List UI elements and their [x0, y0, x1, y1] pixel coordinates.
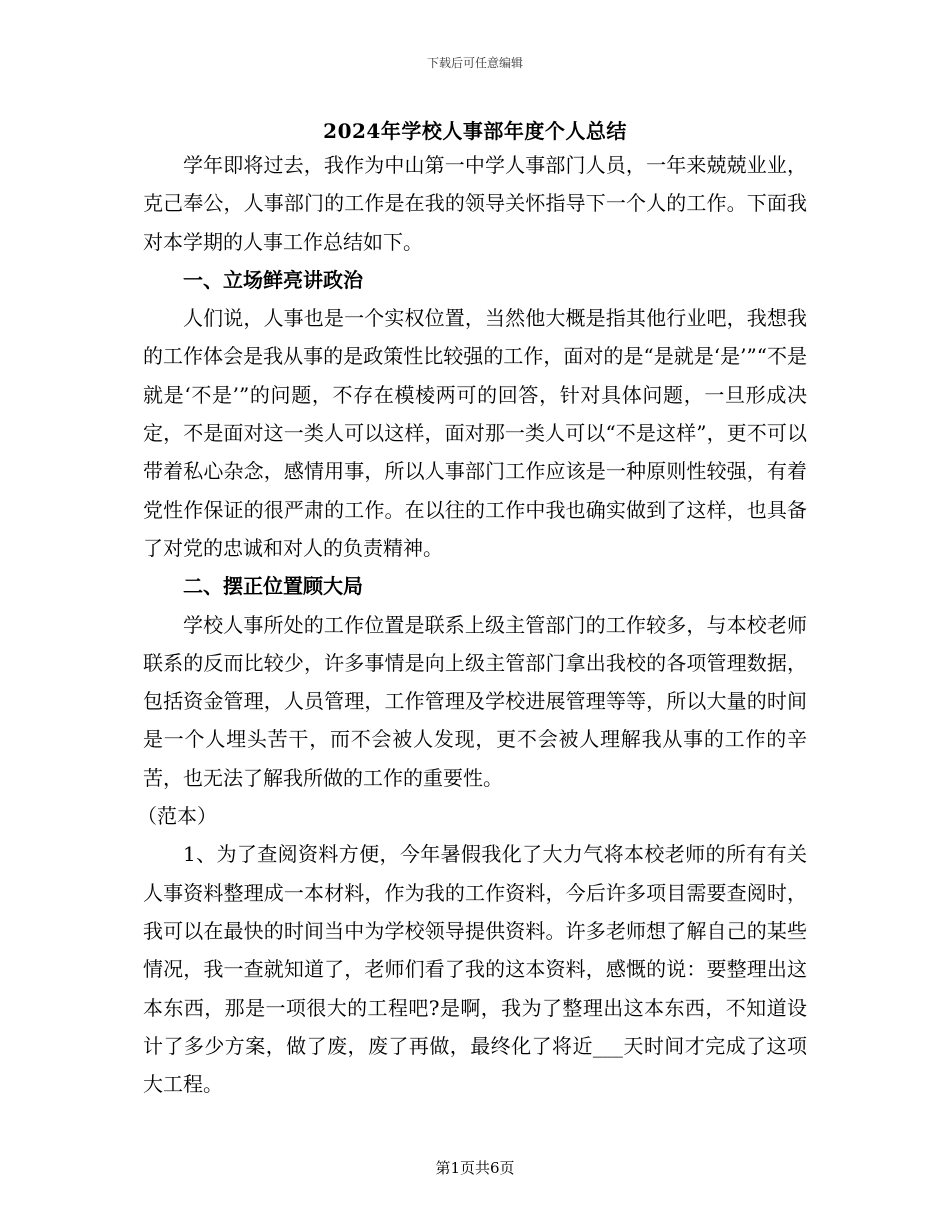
document-title: 2024年学校人事部年度个人总结: [323, 119, 627, 143]
item-1-paragraph: 1、为了查阅资料方便，今年暑假我化了大力气将本校老师的所有有关人事资料整理成一本材料，作为我的工作资料，今后许多项目需要查阅时，我可以在最快的时间当中为学校领导提供资料。许多老师想了解自己的某些情况，我一查就知道了，老师们看了我的这本资料，感慨的说：要整理出这本东西，那是一项很大的工程吧?是啊，我为了整理出这本东西，不知道设计了多少方案，做了废，废了再做，最终化了将近___天时间才完成了这项大工程。: [143, 842, 807, 1097]
page-header-note: 下载后可任意编辑: [426, 56, 523, 70]
page-number-footer: 第1页共6页: [435, 1159, 515, 1177]
section-2-heading: 二、摆正位置顾大局: [183, 574, 363, 599]
section-1-paragraph: 人们说，人事也是一个实权位置，当然他大概是指其他行业吧，我想我的工作体会是我从事的是政策性比较强的工作，面对的是“是就是‘是’”“不是就是‘不是’”的问题，不存在模棱两可的回答，针对具体问题，一旦形成决定，不是面对这一类人可以这样，面对那一类人可以“不是这样”，更不可以带着私心杂念，感情用事，所以人事部门工作应该是一种原则性较强，有着党性作保证的很严肃的工作。在以往的工作中我也确实做到了这样，也具备了对党的忠诚和对人的负责精神。: [143, 306, 807, 560]
section-2-paragraph: 学校人事所处的工作位置是联系上级主管部门的工作较多，与本校老师联系的反而比较少，许多事情是向上级主管部门拿出我校的各项管理数据，包括资金管理，人员管理，工作管理及学校进展管理等等，所以大量的时间是一个人埋头苦干，而不会被人发现，更不会被人理解我从事的工作的辛苦，也无法了解我所做的工作的重要性。: [143, 612, 807, 790]
section-1-heading: 一、立场鲜亮讲政治: [183, 267, 363, 292]
intro-paragraph: 学年即将过去，我作为中山第一中学人事部门人员，一年来兢兢业业，克己奉公，人事部门的工作是在我的领导关怀指导下一个人的工作。下面我对本学期的人事工作总结如下。: [143, 153, 807, 254]
sample-note: （范本）: [137, 804, 217, 829]
document-body: [137, 146, 807, 1103]
